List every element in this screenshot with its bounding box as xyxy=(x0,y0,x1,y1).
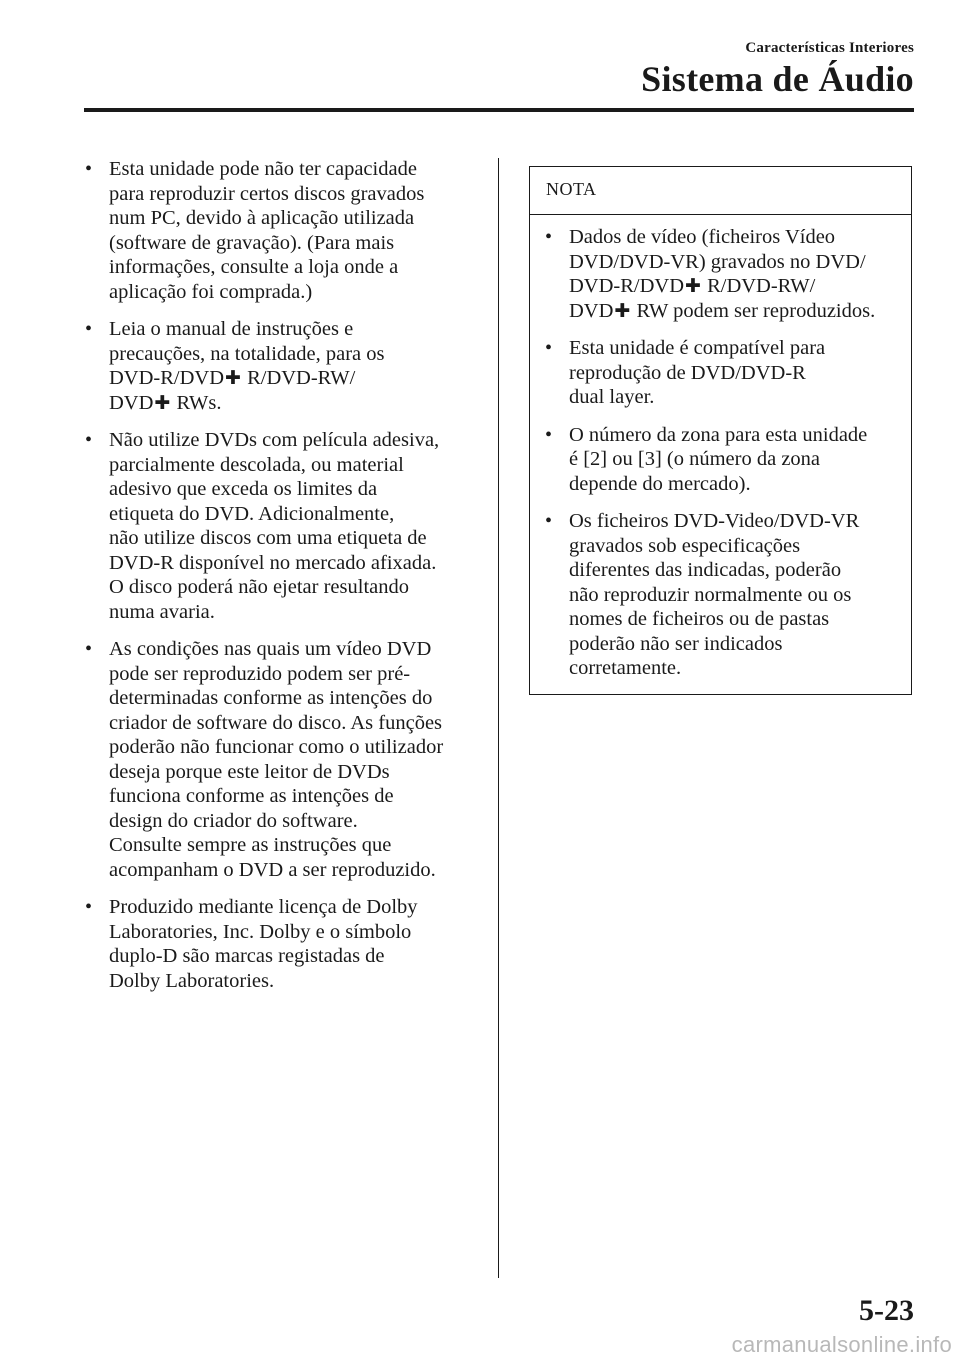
text-line: As condições nas quais um vídeo DVD xyxy=(109,638,432,660)
text-segment: RW podem ser reproduzidos. xyxy=(631,299,876,322)
list-item xyxy=(84,637,484,882)
text-line xyxy=(109,391,484,416)
text-line: adesivo que exceda os limites da xyxy=(109,478,378,500)
text-line: Consulte sempre as instruções que xyxy=(109,834,392,856)
text-line: Laboratories, Inc. Dolby e o símbolo xyxy=(109,920,412,943)
text-line: gravados sob especificações xyxy=(569,534,801,557)
plus-icon: ✚ xyxy=(154,391,171,414)
text-line: design do criador do software. xyxy=(109,809,358,832)
bullet-icon: • xyxy=(545,226,553,248)
text-line: numa avaria. xyxy=(109,600,215,623)
page-title: Sistema de Áudio xyxy=(641,59,914,99)
text-line: Produzido mediante licença de Dolby xyxy=(109,896,418,918)
text-line: nomes de ficheiros ou de pastas xyxy=(569,608,830,630)
watermark[interactable]: carmanualsonline.info xyxy=(731,1332,952,1357)
page-number: 5-23 xyxy=(859,1294,914,1327)
text-line: poderão não funcionar como o utilizador xyxy=(109,736,444,758)
text-line: aplicação foi comprada.) xyxy=(109,280,313,303)
bullet-list xyxy=(84,157,484,993)
right-column xyxy=(529,166,912,695)
text-line: criador de software do disco. As funções xyxy=(109,711,443,734)
text-line: deseja porque este leitor de DVDs xyxy=(109,760,390,783)
text-line: precauções, na totalidade, para os xyxy=(109,342,385,365)
text-line: Esta unidade é compatível para xyxy=(569,337,826,359)
text-line: DVD/DVD-VR) gravados no DVD/ xyxy=(569,250,866,273)
text-line: informações, consulte a loja onde a xyxy=(109,256,399,278)
text-line: depende do mercado). xyxy=(569,472,751,495)
note-bullet-list xyxy=(544,225,907,681)
bullet-icon: • xyxy=(85,896,93,918)
text-line: parcialmente descolada, ou material xyxy=(109,453,404,476)
text-line: é [2] ou [3] (o número da zona xyxy=(569,448,821,470)
text-segment: R/DVD-RW/ xyxy=(701,275,816,297)
note-box xyxy=(529,166,912,695)
text-line: O disco poderá não ejetar resultando xyxy=(109,576,409,598)
section-label: Características Interiores xyxy=(745,40,914,56)
text-line: etiqueta do DVD. Adicionalmente, xyxy=(109,502,395,525)
plus-icon: ✚ xyxy=(685,275,701,297)
text-segment: DVD xyxy=(109,391,154,414)
text-segment: R/DVD-RW/ xyxy=(241,367,356,389)
text-line: dual layer. xyxy=(569,386,655,408)
list-item xyxy=(544,336,907,410)
bullet-icon: • xyxy=(85,318,93,340)
bullet-icon: • xyxy=(85,638,93,660)
column-divider xyxy=(498,158,499,1278)
text-line: determinadas conforme as intenções do xyxy=(109,687,433,709)
note-heading: NOTA xyxy=(530,167,911,215)
text-line: Esta unidade pode não ter capacidade xyxy=(109,158,417,180)
text-segment: DVD xyxy=(569,299,614,322)
text-line: funciona conforme as intenções de xyxy=(109,785,394,807)
list-item xyxy=(544,509,907,681)
list-item xyxy=(84,157,484,304)
text-segment: DVD-R/DVD xyxy=(109,367,225,389)
text-line: (software de gravação). (Para mais xyxy=(109,231,395,254)
text-line: não utilize discos com uma etiqueta de xyxy=(109,527,427,549)
bullet-icon: • xyxy=(545,337,553,359)
note-body xyxy=(530,215,911,681)
text-line xyxy=(569,299,907,324)
list-item xyxy=(84,317,484,415)
header-rule xyxy=(84,108,914,112)
text-line: acompanham o DVD a ser reproduzido. xyxy=(109,858,436,881)
text-line: reprodução de DVD/DVD-R xyxy=(569,361,806,384)
bullet-icon: • xyxy=(85,158,93,180)
text-line: diferentes das indicadas, poderão xyxy=(569,559,842,581)
text-line xyxy=(569,274,907,299)
text-line: duplo-D são marcas registadas de xyxy=(109,945,385,967)
text-segment: DVD-R/DVD xyxy=(569,275,685,297)
list-item xyxy=(84,895,484,993)
text-line: Leia o manual de instruções e xyxy=(109,318,354,340)
text-line: pode ser reproduzido podem ser pré- xyxy=(109,662,411,685)
text-line: para reproduzir certos discos gravados xyxy=(109,182,425,205)
left-column xyxy=(84,157,484,1006)
text-line: DVD-R disponível no mercado afixada. xyxy=(109,551,437,574)
bullet-icon: • xyxy=(545,423,553,446)
text-line: num PC, devido à aplicação utilizada xyxy=(109,207,415,229)
text-line: poderão não ser indicados xyxy=(569,632,783,655)
text-line: não reproduzir normalmente ou os xyxy=(569,583,852,606)
bullet-icon: • xyxy=(545,510,553,532)
text-line: corretamente. xyxy=(569,657,682,679)
text-line: Dados de vídeo (ficheiros Vídeo xyxy=(569,226,836,248)
plus-icon: ✚ xyxy=(614,299,631,322)
text-line: Dolby Laboratories. xyxy=(109,969,275,992)
list-item xyxy=(544,423,907,497)
list-item xyxy=(544,225,907,323)
text-line: Os ficheiros DVD-Video/DVD-VR xyxy=(569,510,860,532)
list-item xyxy=(84,428,484,624)
text-segment: RWs. xyxy=(171,391,222,414)
text-line: Não utilize DVDs com película adesiva, xyxy=(109,429,440,451)
text-line: O número da zona para esta unidade xyxy=(569,423,868,446)
plus-icon: ✚ xyxy=(225,367,241,389)
bullet-icon: • xyxy=(85,429,93,451)
text-line xyxy=(109,366,484,391)
